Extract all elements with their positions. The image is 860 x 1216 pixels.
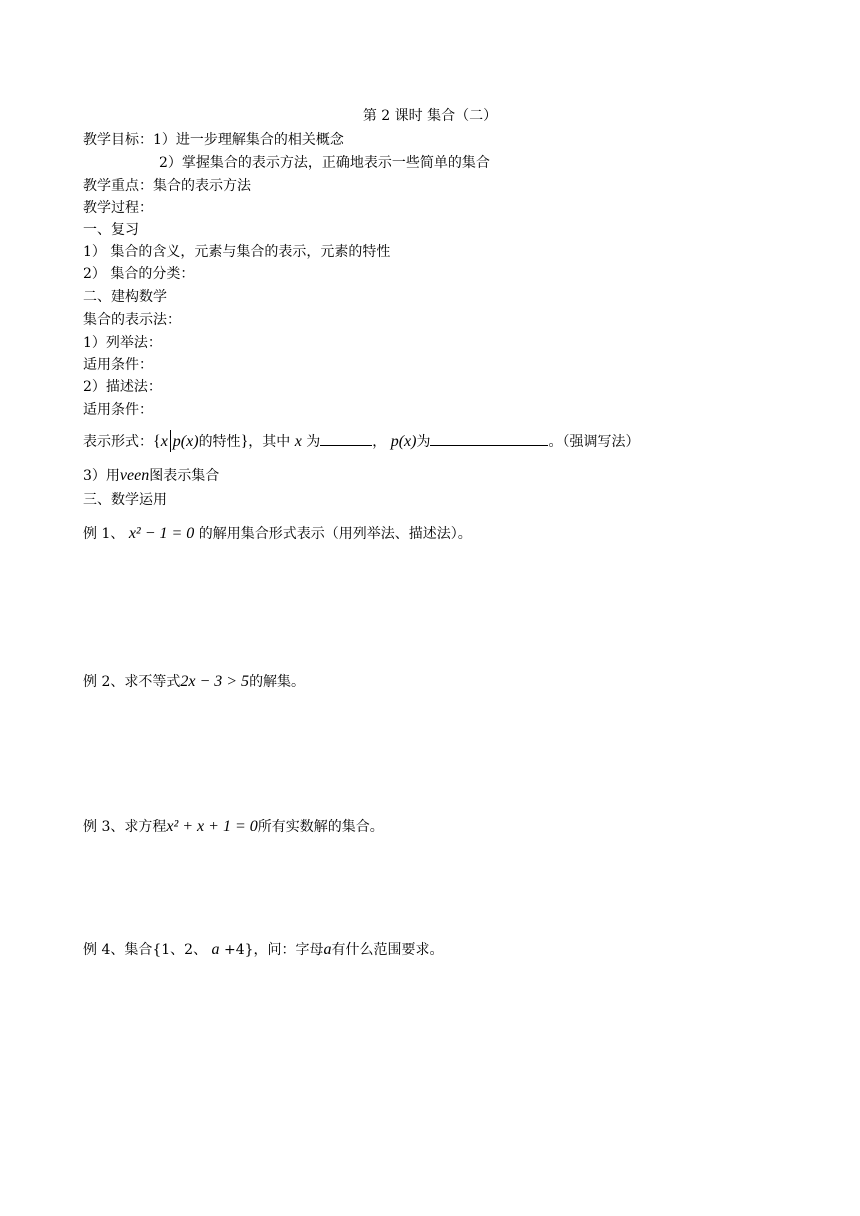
- description-condition: 适用条件：: [83, 402, 153, 418]
- representation-methods: 集合的表示法：: [83, 312, 181, 328]
- example-3-equation: x² + x + 1 = 0: [166, 818, 258, 835]
- form-tail: 。（强调写法）: [548, 434, 640, 450]
- teaching-focus: 教学重点：集合的表示方法: [83, 178, 251, 194]
- example-1-prefix: 例 1、: [83, 526, 125, 542]
- blank-px[interactable]: [430, 431, 548, 446]
- apply-heading: 三、数学运用: [83, 492, 167, 508]
- listing-method: 1）列举法：: [83, 335, 162, 351]
- page-title: 第 2 课时 集合（二）: [362, 108, 498, 124]
- example-2: [83, 672, 305, 692]
- example-1: [83, 524, 472, 544]
- set-divider: [170, 430, 171, 452]
- example-3: [83, 817, 384, 837]
- teaching-process: 教学过程：: [83, 200, 153, 216]
- example-1-suffix: 的解用集合形式表示（用列举法、描述法）。: [198, 526, 472, 542]
- example-4-suffix: 有什么范围要求。: [331, 942, 444, 958]
- objectives-line-1: [83, 130, 344, 150]
- description-method: 2）描述法：: [83, 379, 162, 395]
- example-4-variable: a: [211, 941, 220, 958]
- form-x: x: [294, 433, 302, 450]
- set-open-brace: {: [153, 433, 161, 450]
- blank-x[interactable]: [320, 431, 372, 446]
- construct-heading: 二、建构数学: [83, 289, 167, 305]
- set-predicate: p(x): [172, 433, 199, 450]
- listing-condition: 适用条件：: [83, 357, 153, 373]
- representation-form: 表示形式：{x p(x)的特性}，其中 x 为 ， p(x)为 。（强调写法）: [83, 430, 639, 452]
- example-2-inequality: 2x − 3 > 5: [180, 673, 250, 690]
- set-close-brace: }: [240, 433, 249, 450]
- example-4: [83, 940, 444, 960]
- form-px: p(x): [390, 433, 417, 450]
- example-3-prefix: 例 3、求方程: [83, 819, 167, 835]
- example-2-suffix: 的解集。: [249, 674, 306, 690]
- set-predicate-text: 的特性: [198, 434, 241, 450]
- form-label: 表示形式：: [83, 434, 153, 450]
- venn-prefix: 3）用: [83, 468, 120, 484]
- venn-diagram-line: [83, 466, 219, 486]
- example-4-prefix: 例 4、集合{1、2、: [83, 942, 208, 958]
- form-mid-3: 为: [416, 434, 431, 450]
- set-variable: x: [160, 433, 168, 450]
- example-2-prefix: 例 2、求不等式: [83, 674, 181, 690]
- review-heading: 一、复习: [83, 222, 139, 238]
- form-mid-2: 为: [306, 434, 321, 450]
- review-item-2: 2） 集合的分类：: [83, 266, 195, 282]
- objective-2: 2）掌握集合的表示方法，正确地表示一些简单的集合: [159, 155, 490, 171]
- objectives-label: 教学目标：: [83, 132, 153, 148]
- review-item-1: 1） 集合的含义，元素与集合的表示，元素的特性: [83, 244, 391, 260]
- objective-1: 1）进一步理解集合的相关概念: [153, 132, 344, 148]
- venn-suffix: 图表示集合: [149, 468, 220, 484]
- venn-word: veen: [119, 467, 150, 484]
- form-mid-1: ，其中: [248, 434, 291, 450]
- example-4-variable-2: a: [323, 941, 332, 958]
- example-3-suffix: 所有实数解的集合。: [257, 819, 384, 835]
- example-4-mid: +4}，问：字母: [224, 942, 324, 958]
- example-1-equation: x² − 1 = 0: [128, 525, 195, 542]
